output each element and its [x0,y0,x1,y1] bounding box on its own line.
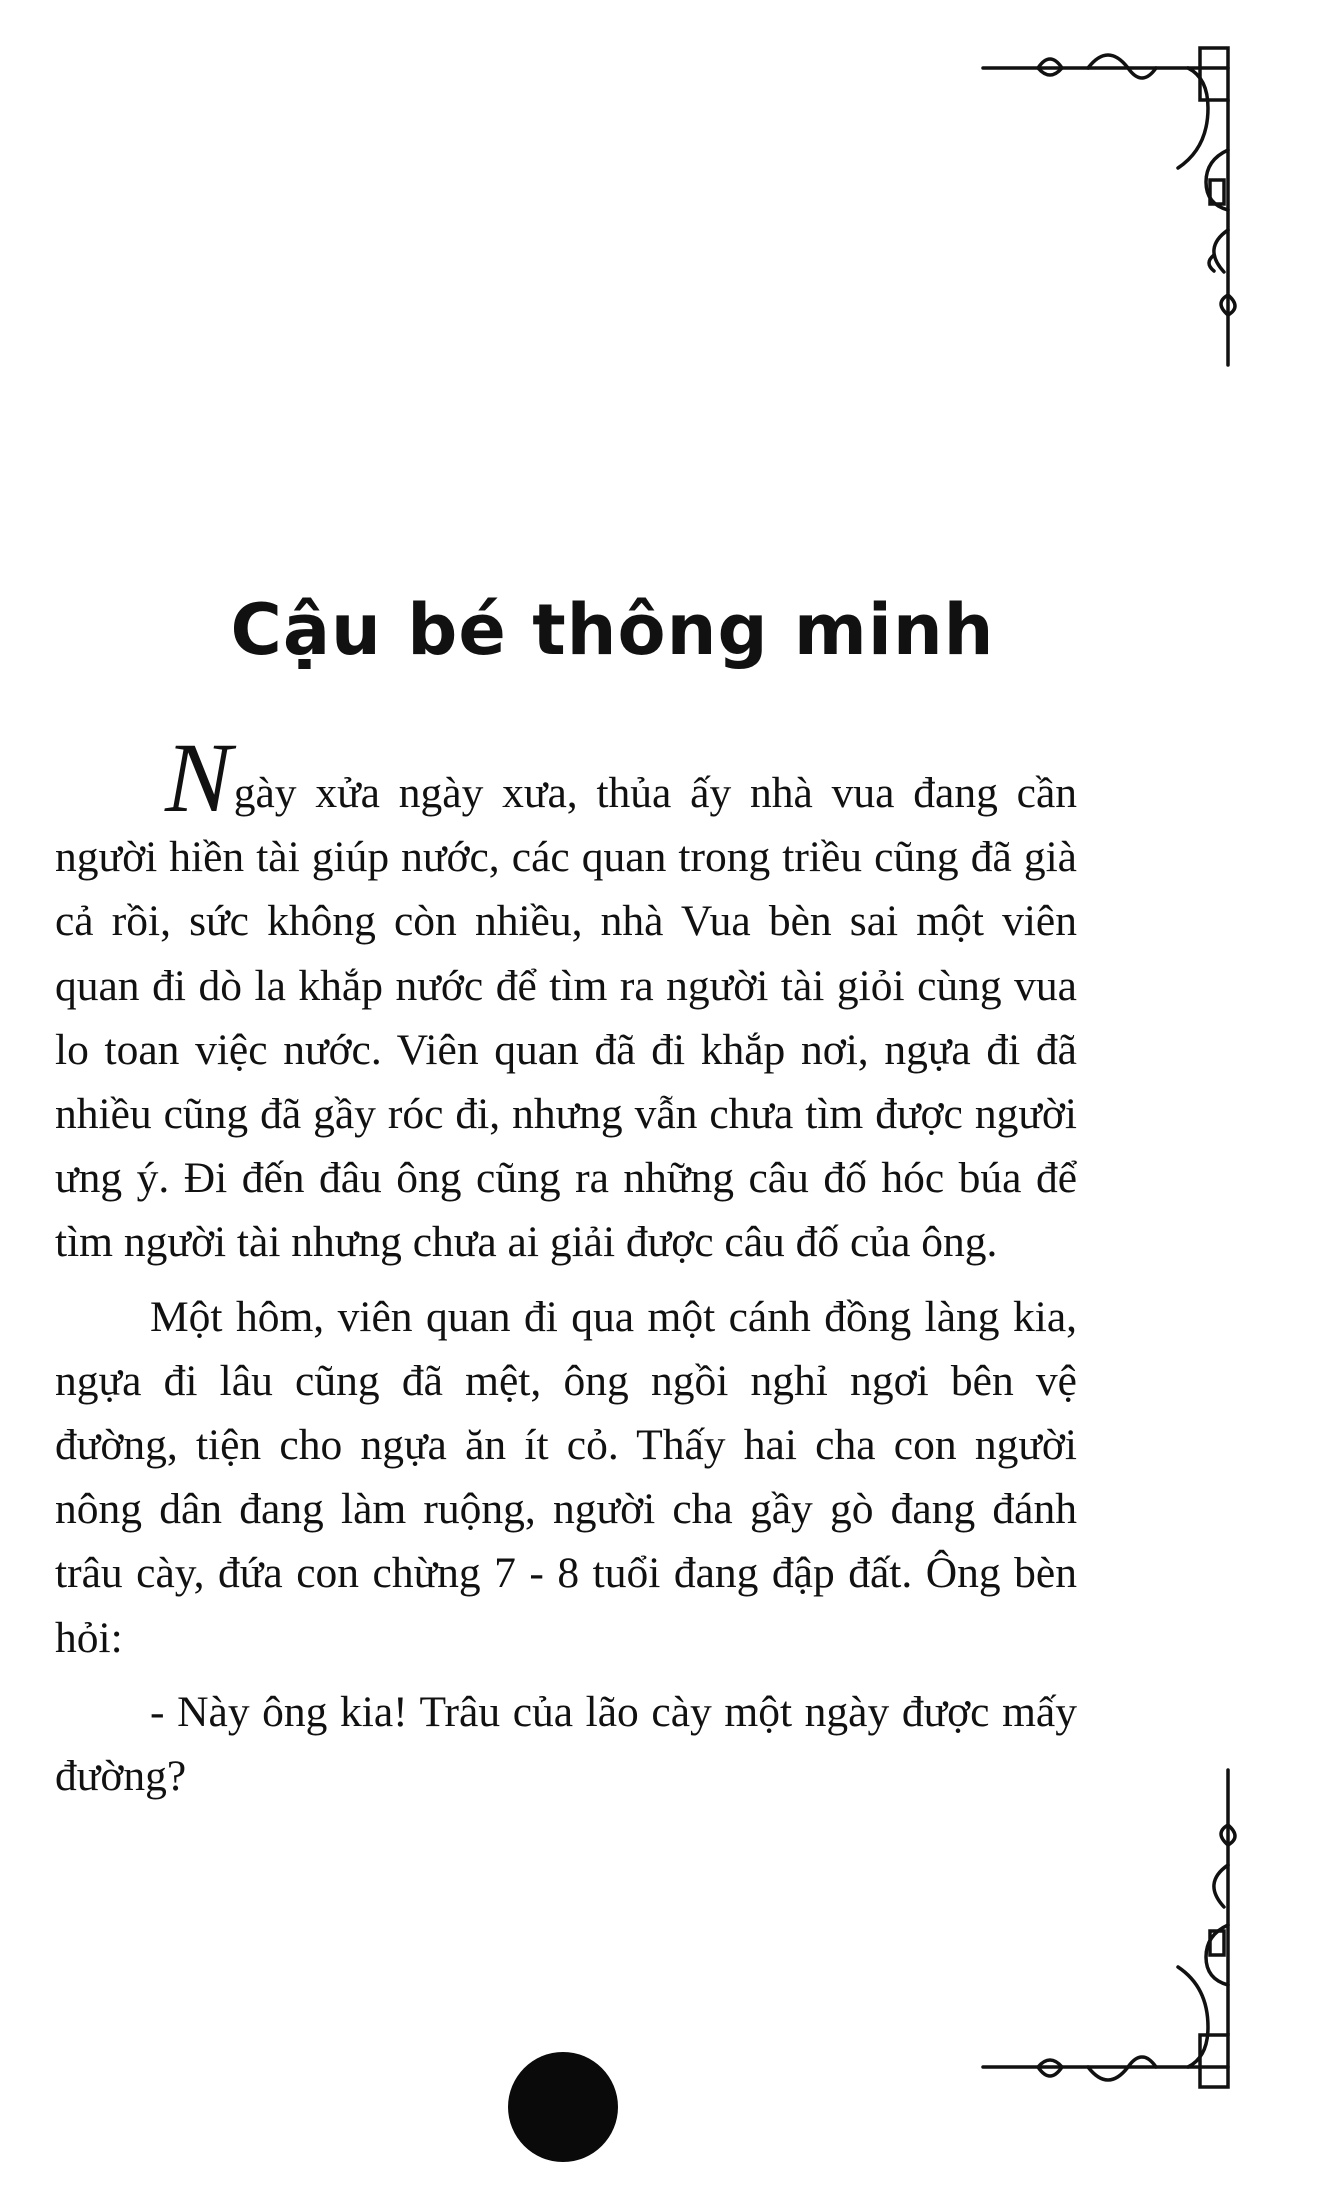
paragraph-2: Một hôm, viên quan đi qua một cánh đồng làng kia, ngựa đi lâu cũng đã mệt, ông ngồi nghỉ ngơi bên vệ đường, tiện cho ngựa ăn ít cỏ. Thấy hai cha con người nông dân đang làm ruộng, người cha gầy gò đang đánh trâu cày, đứa con chừng 7 - 8 tuổi đang đập đất. Ông bèn hỏi: [55,1292,1077,1662]
drop-cap: N [165,722,232,833]
page-title: Cậu bé thông minh [230,589,995,671]
paragraph-1 [55,722,1077,1275]
story-body [55,722,1077,1818]
paragraph-1-text: gày xửa ngày xưa, thủa ấy nhà vua đang cần người hiền tài giúp nước, các quan trong triều cũng đã già cả rồi, sức không còn nhiều, nhà Vua bèn sai một viên quan đi dò la khắp nước để tìm ra người tài giỏi cùng vua lo toan việc nước. Viên quan đã đi khắp nơi, ngựa đi đã nhiều cũng đã gầy róc đi, nhưng vẫn chưa tìm được người ưng ý. Đi đến đâu ông cũng ra những câu đố hóc búa để tìm người tài nhưng chưa ai giải được câu đố của ông. [55,769,1077,1267]
corner-ornament-top-icon [978,40,1248,370]
page-marker-circle [508,2052,618,2162]
corner-ornament-bottom-icon [978,1765,1248,2095]
paragraph-3: - Này ông kia! Trâu của lão cày một ngày được mấy đường? [55,1687,1077,1801]
